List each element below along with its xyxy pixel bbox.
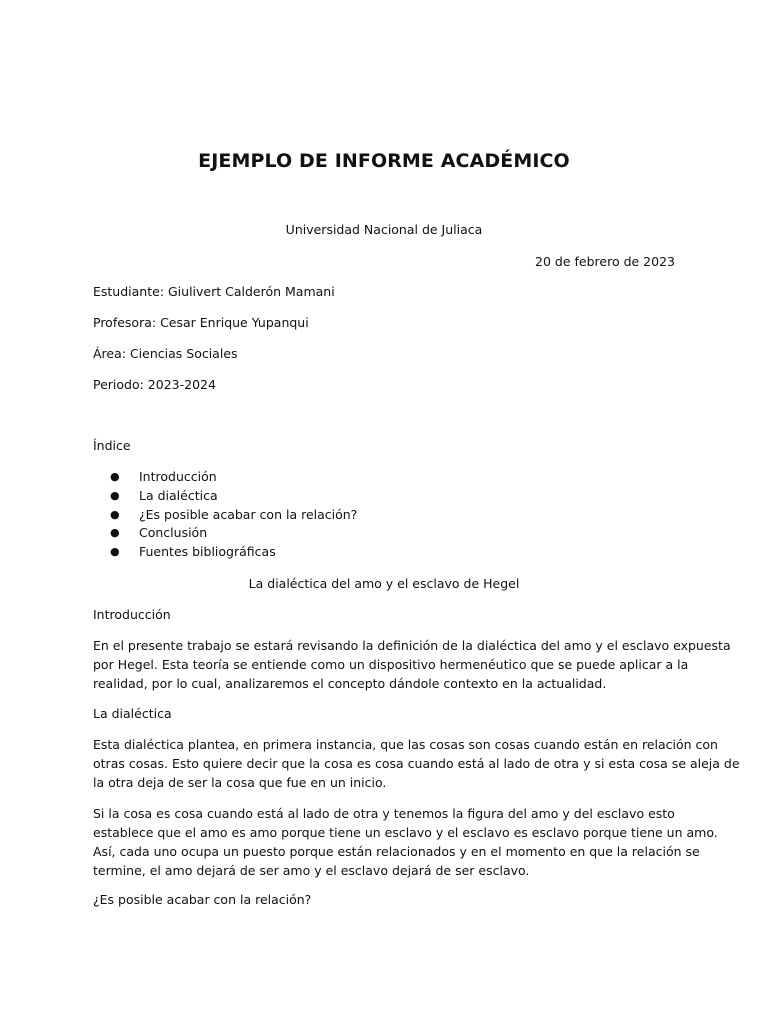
index-item-conclusion <box>110 524 357 543</box>
period-line: Periodo: 2023-2024 <box>93 377 216 392</box>
paragraph-line: establece que el amo es amo porque tiene un esclavo y el esclavo es esclavo porque tiene un amo. <box>93 825 718 840</box>
bullet-icon: ● <box>110 526 120 540</box>
index-item-fuentes <box>110 543 357 562</box>
document-title: EJEMPLO DE INFORME ACADÉMICO <box>198 150 570 172</box>
index-item-dialectica <box>110 487 357 506</box>
paragraph-line: la otra deja de ser la cosa que fue en un inicio. <box>93 775 387 790</box>
paragraph-line: Así, cada uno ocupa un puesto porque están relacionados y en el momento en que la relación se <box>93 844 700 859</box>
bullet-icon: ● <box>110 507 120 521</box>
paragraph-line: otras cosas. Esto quiere decir que la cosa es cosa cuando está al lado de otra y si esta cosa se aleja de <box>93 756 740 771</box>
bullet-icon: ● <box>110 470 120 483</box>
index-item-label: Conclusión <box>139 525 208 541</box>
index-heading: Índice <box>93 438 131 453</box>
paragraph-line: Esta dialéctica plantea, en primera instancia, que las cosas son cosas cuando están en relación con <box>93 737 718 752</box>
document-date: 20 de febrero de 2023 <box>535 254 675 269</box>
index-item-introduccion <box>110 468 357 487</box>
paragraph-dialectica-2 <box>93 804 718 880</box>
bullet-icon: ● <box>110 488 120 502</box>
bullet-icon: ● <box>110 545 120 559</box>
section-heading-relacion: ¿Es posible acabar con la relación? <box>93 892 312 907</box>
professor-line: Profesora: Cesar Enrique Yupanqui <box>93 315 309 330</box>
index-list <box>110 468 357 562</box>
index-item-label: Introducción <box>139 469 217 484</box>
index-item-label: La dialéctica <box>139 487 218 503</box>
paragraph-line: por Hegel. Esta teoría se entiende como un dispositivo hermenéutico que se puede aplicar a la <box>93 657 689 672</box>
index-item-label: Fuentes bibliográficas <box>139 544 276 560</box>
index-item-relacion <box>110 506 357 525</box>
paragraph-introduccion <box>93 636 731 693</box>
paragraph-line: realidad, por lo cual, analizaremos el concepto dándole contexto en la actualidad. <box>93 676 607 691</box>
area-line: Área: Ciencias Sociales <box>93 346 238 361</box>
paragraph-line: Si la cosa es cosa cuando está al lado de otra y tenemos la figura del amo y del esclavo esto <box>93 806 675 821</box>
university-name: Universidad Nacional de Juliaca <box>285 222 483 237</box>
paragraph-dialectica-1 <box>93 735 740 792</box>
report-subtitle: La dialéctica del amo y el esclavo de Hegel <box>248 576 520 591</box>
index-item-label: ¿Es posible acabar con la relación? <box>139 506 358 522</box>
paragraph-line: En el presente trabajo se estará revisando la definición de la dialéctica del amo y el esclavo expuesta <box>93 638 731 653</box>
section-heading-dialectica: La dialéctica <box>93 706 172 721</box>
student-line: Estudiante: Giulivert Calderón Mamani <box>93 284 335 299</box>
paragraph-line: termine, el amo dejará de ser amo y el esclavo dejará de ser esclavo. <box>93 863 530 878</box>
section-heading-introduccion: Introducción <box>93 607 171 622</box>
